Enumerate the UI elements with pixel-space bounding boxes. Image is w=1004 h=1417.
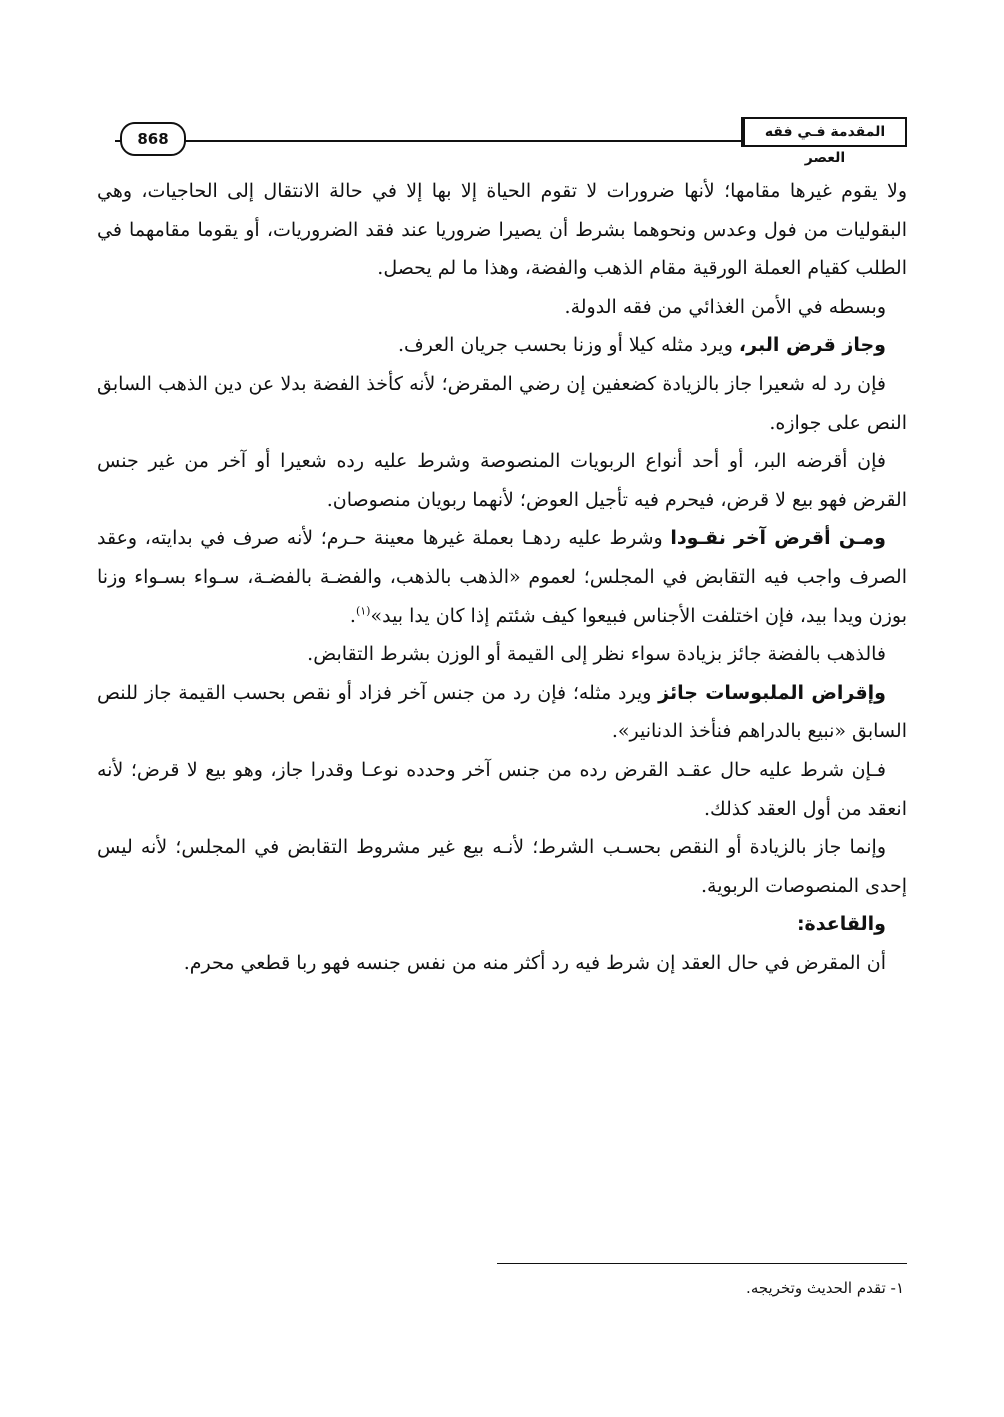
paragraph-8: وإقراض الملبوسات جائز ويرد مثله؛ فإن رد من جنس آخر فزاد أو نقص بحسب القيمة جاز للنص السابق «نبيع بالدراهم فنأخذ الدنانير». bbox=[97, 681, 907, 743]
paragraph-5: فإن أقرضه البر، أو أحد أنواع الربويات المنصوصة وشرط عليه رده شعيرا أو آخر من غير جنس القرض فهو بيع لا قرض، فيحرم فيه تأجيل العوض؛ لأنهما ربويان منصوصان. bbox=[97, 450, 907, 511]
paragraph-12: أن المقرض في حال العقد إن شرط فيه رد أكثر منه من نفس جنسه فهو ربا قطعي محرم. bbox=[183, 951, 886, 974]
paragraph-10: وإنما جاز بالزيادة أو النقص بحسـب الشرط؛ لأنـه بيع غير مشروط التقابض في المجلس؛ لأنه ليس إحدى المنصوصات الربوية. bbox=[97, 836, 907, 897]
footnote: ١- تقدم الحديث وتخريجه. bbox=[746, 1279, 904, 1297]
paragraph-6: ومـن أقرض آخر نقـودا وشرط عليه ردهـا بعملة غيرها معينة حـرم؛ لأنه صرف في بدايته، وعقد الصرف واجب فيه التقابض في المجلس؛ لعموم «الذهب بالذهب، والفضـة بالفضـة، سـواء بسـواء وزنا بوزن ويدا بيد، فإن اختلفت الأجناس فبيعوا كيف شئتم إذا كان يدا بيد»$^{(١)}$. bbox=[97, 527, 907, 627]
bold-lead: وإقراض الملبوسات جائز bbox=[658, 681, 886, 704]
footnote-rule bbox=[497, 1263, 907, 1264]
heading-label: والقاعدة: bbox=[796, 913, 886, 936]
paragraph-9: فـإن شرط عليه حال عقـد القرض رده من جنس آخر وحدده نوعـا وقدرا جاز، وهو بيع لا قرض؛ لأنه انعقد من أول العقد كذلك. bbox=[97, 758, 907, 820]
book-title: المقدمة فـي فقه العصر bbox=[741, 117, 907, 147]
paragraph-2: وبسطه في الأمن الغذائي من فقه الدولة. bbox=[564, 295, 886, 318]
page-number: 868 bbox=[120, 122, 186, 156]
body-text bbox=[97, 172, 907, 982]
paragraph-7: فالذهب بالفضة جائز بزيادة سواء نظر إلى القيمة أو الوزن بشرط التقابض. bbox=[307, 643, 886, 666]
paragraph-3: وجاز قرض البر، ويرد مثله كيلا أو وزنا بحسب جريان العرف. bbox=[397, 334, 886, 357]
section-heading bbox=[97, 905, 907, 944]
paragraph-4: فإن رد له شعيرا جاز بالزيادة كضعفين إن رضي المقرض؛ لأنه كأخذ الفضة بدلا عن دين الذهب السابق النص على جوازه. bbox=[97, 372, 907, 434]
footnote-ref: (١) bbox=[355, 604, 371, 618]
paragraph-1: ولا يقوم غيرها مقامها؛ لأنها ضرورات لا تقوم الحياة إلا بها إلا في حالة الانتقال إلى الحاجيات، وهي البقوليات من فول وعدس ونحوهما بشرط أن يصيرا ضروريا عند فقد الضروريات، أو يقوما مقامهما في الطلب كقيام العملة الورقية مقام الذهب والفضة، وهذا ما لم يحصل. bbox=[97, 180, 907, 280]
bold-lead: ومـن أقرض آخر نقـودا bbox=[670, 527, 886, 550]
bold-lead: وجاز قرض البر، bbox=[738, 334, 886, 357]
